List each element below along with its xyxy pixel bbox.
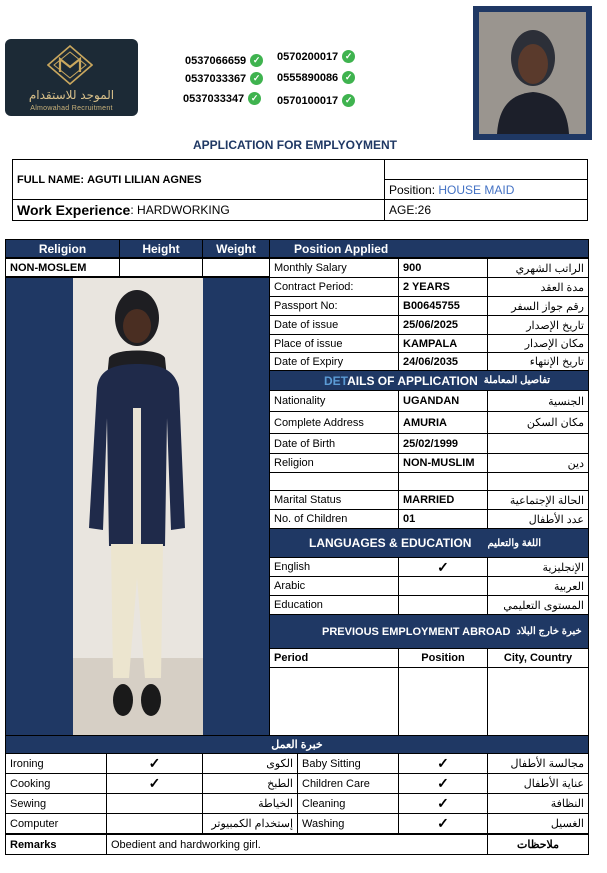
detail-value: MARRIED — [398, 490, 488, 510]
full-body-photo-panel — [5, 277, 270, 736]
logo-english-text: Almowahad Recruitment — [30, 105, 113, 112]
skill-arabic: مجالسة الأطفال — [487, 753, 589, 774]
skill-label: Computer — [5, 813, 107, 834]
position-detail-value: 900 — [398, 258, 488, 278]
skill-check: ✓ — [106, 753, 203, 774]
whatsapp-icon: ✓ — [250, 72, 263, 85]
position-detail-value: B00645755 — [398, 296, 488, 316]
skill-check — [106, 813, 203, 834]
phone-number: 0537033347 ✓ — [183, 92, 261, 105]
skill-arabic: إستخدام الكمبيوتر — [202, 813, 298, 834]
position-detail-value: 2 YEARS — [398, 277, 488, 297]
detail-arabic: دين — [487, 453, 589, 473]
position-detail-label: Contract Period: — [269, 277, 399, 297]
detail-label: No. of Children — [269, 509, 399, 529]
detail-label: Nationality — [269, 390, 399, 412]
weight-header: Weight — [202, 239, 270, 258]
skill-check: ✓ — [398, 813, 488, 834]
remarks-arabic: ملاحظات — [487, 834, 589, 855]
language-label: Arabic — [269, 576, 399, 596]
detail-arabic: عدد الأطفال — [487, 509, 589, 529]
position-detail-value: 25/06/2025 — [398, 315, 488, 335]
headshot-photo — [473, 6, 592, 140]
skill-check: ✓ — [398, 753, 488, 774]
full-name-cell: FULL NAME: AGUTI LILIAN AGNES — [12, 159, 385, 200]
logo-mark-icon — [47, 45, 93, 85]
skill-check: ✓ — [398, 793, 488, 814]
position-detail-label: Date of Expiry — [269, 352, 399, 371]
detail-label — [269, 472, 399, 491]
religion-header: Religion — [5, 239, 120, 258]
phone-number: 0555890086 ✓ — [277, 71, 355, 84]
language-arabic: المستوى التعليمي — [487, 595, 589, 615]
detail-label: Complete Address — [269, 411, 399, 434]
detail-arabic: مكان السكن — [487, 411, 589, 434]
position-detail-arabic: تاريخ الإصدار — [487, 315, 589, 335]
age-cell: AGE:26 — [384, 199, 588, 221]
skill-arabic: الكوى — [202, 753, 298, 774]
prev-period-header: Period — [269, 648, 399, 668]
height-header: Height — [119, 239, 203, 258]
skill-label: Sewing — [5, 793, 107, 814]
skill-arabic: عناية الأطفال — [487, 773, 589, 794]
position-detail-arabic: تاريخ الإنتهاء — [487, 352, 589, 371]
whatsapp-icon: ✓ — [250, 54, 263, 67]
whatsapp-icon: ✓ — [342, 71, 355, 84]
skill-check: ✓ — [106, 773, 203, 794]
company-logo — [5, 39, 138, 116]
language-arabic: العربية — [487, 576, 589, 596]
work-experience-cell: Work Experience : HARDWORKING — [12, 199, 385, 221]
phone-number: 0570200017 ✓ — [277, 50, 355, 63]
whatsapp-icon: ✓ — [248, 92, 261, 105]
work-experience-header: خبرة العمل — [5, 735, 589, 754]
skill-arabic: النظافة — [487, 793, 589, 814]
phone-number: 0537033367 ✓ — [185, 72, 263, 85]
position-detail-label: Place of issue — [269, 334, 399, 353]
detail-arabic — [487, 472, 589, 491]
whatsapp-icon: ✓ — [342, 50, 355, 63]
skill-arabic: الغسيل — [487, 813, 589, 834]
detail-value: AMURIA — [398, 411, 488, 434]
detail-label: Date of Birth — [269, 433, 399, 454]
skill-arabic: الخياطة — [202, 793, 298, 814]
skill-label: Washing — [297, 813, 399, 834]
position-applied-header: Position Applied — [269, 239, 589, 258]
skill-label: Cooking — [5, 773, 107, 794]
language-check — [398, 595, 488, 615]
person-full-icon — [73, 278, 203, 735]
religion-value: NON-MOSLEM — [5, 258, 120, 277]
detail-value — [398, 472, 488, 491]
detail-arabic: الحالة الإجتماعية — [487, 490, 589, 510]
language-label: Education — [269, 595, 399, 615]
skill-label: Ironing — [5, 753, 107, 774]
previous-employment-header: PREVIOUS EMPLOYMENT ABROAD خبرة خارج البلاد — [269, 614, 589, 649]
height-value — [119, 258, 203, 277]
person-icon — [479, 12, 586, 134]
skill-label: Cleaning — [297, 793, 399, 814]
detail-label: Religion — [269, 453, 399, 473]
empty-cell — [384, 159, 588, 180]
phone-number: 0537066659 ✓ — [185, 54, 263, 67]
position-detail-arabic: مدة العقد — [487, 277, 589, 297]
weight-value — [202, 258, 270, 277]
position-detail-label: Date of issue — [269, 315, 399, 335]
position-detail-arabic: مكان الإصدار — [487, 334, 589, 353]
languages-education-header: LANGUAGES & EDUCATION اللغة والتعليم — [269, 528, 589, 558]
skill-arabic: الطبخ — [202, 773, 298, 794]
remarks-value: Obedient and hardworking girl. — [106, 834, 488, 855]
full-body-photo — [73, 278, 203, 735]
prev-city-value — [487, 667, 589, 736]
language-label: English — [269, 557, 399, 577]
page-title: APPLICATION FOR EMPLYOYMENT — [192, 138, 397, 152]
logo-arabic-text: الموجد للاستقدام — [28, 88, 115, 102]
details-of-application-header: DETAILS OF APPLICATION تفاصيل المعاملة — [269, 370, 589, 391]
position-detail-value: 24/06/2035 — [398, 352, 488, 371]
language-arabic: الإنجليزية — [487, 557, 589, 577]
position-detail-value: KAMPALA — [398, 334, 488, 353]
language-check — [398, 576, 488, 596]
detail-arabic: الجنسية — [487, 390, 589, 412]
remarks-label: Remarks — [5, 834, 107, 855]
skill-label: Children Care — [297, 773, 399, 794]
skill-check — [106, 793, 203, 814]
detail-value: NON-MUSLIM — [398, 453, 488, 473]
position-cell: Position: HOUSE MAID — [384, 179, 588, 200]
position-detail-label: Passport No: — [269, 296, 399, 316]
detail-value: UGANDAN — [398, 390, 488, 412]
detail-label: Marital Status — [269, 490, 399, 510]
position-detail-label: Monthly Salary — [269, 258, 399, 278]
phone-number: 0570100017 ✓ — [277, 94, 355, 107]
detail-value: 25/02/1999 — [398, 433, 488, 454]
skill-check: ✓ — [398, 773, 488, 794]
prev-city-header: City, Country — [487, 648, 589, 668]
whatsapp-icon: ✓ — [342, 94, 355, 107]
position-detail-arabic: الراتب الشهري — [487, 258, 589, 278]
position-detail-arabic: رقم جواز السفر — [487, 296, 589, 316]
prev-position-value — [398, 667, 488, 736]
skill-label: Baby Sitting — [297, 753, 399, 774]
prev-position-header: Position — [398, 648, 488, 668]
detail-arabic — [487, 433, 589, 454]
detail-value: 01 — [398, 509, 488, 529]
language-check: ✓ — [398, 557, 488, 577]
prev-period-value — [269, 667, 399, 736]
